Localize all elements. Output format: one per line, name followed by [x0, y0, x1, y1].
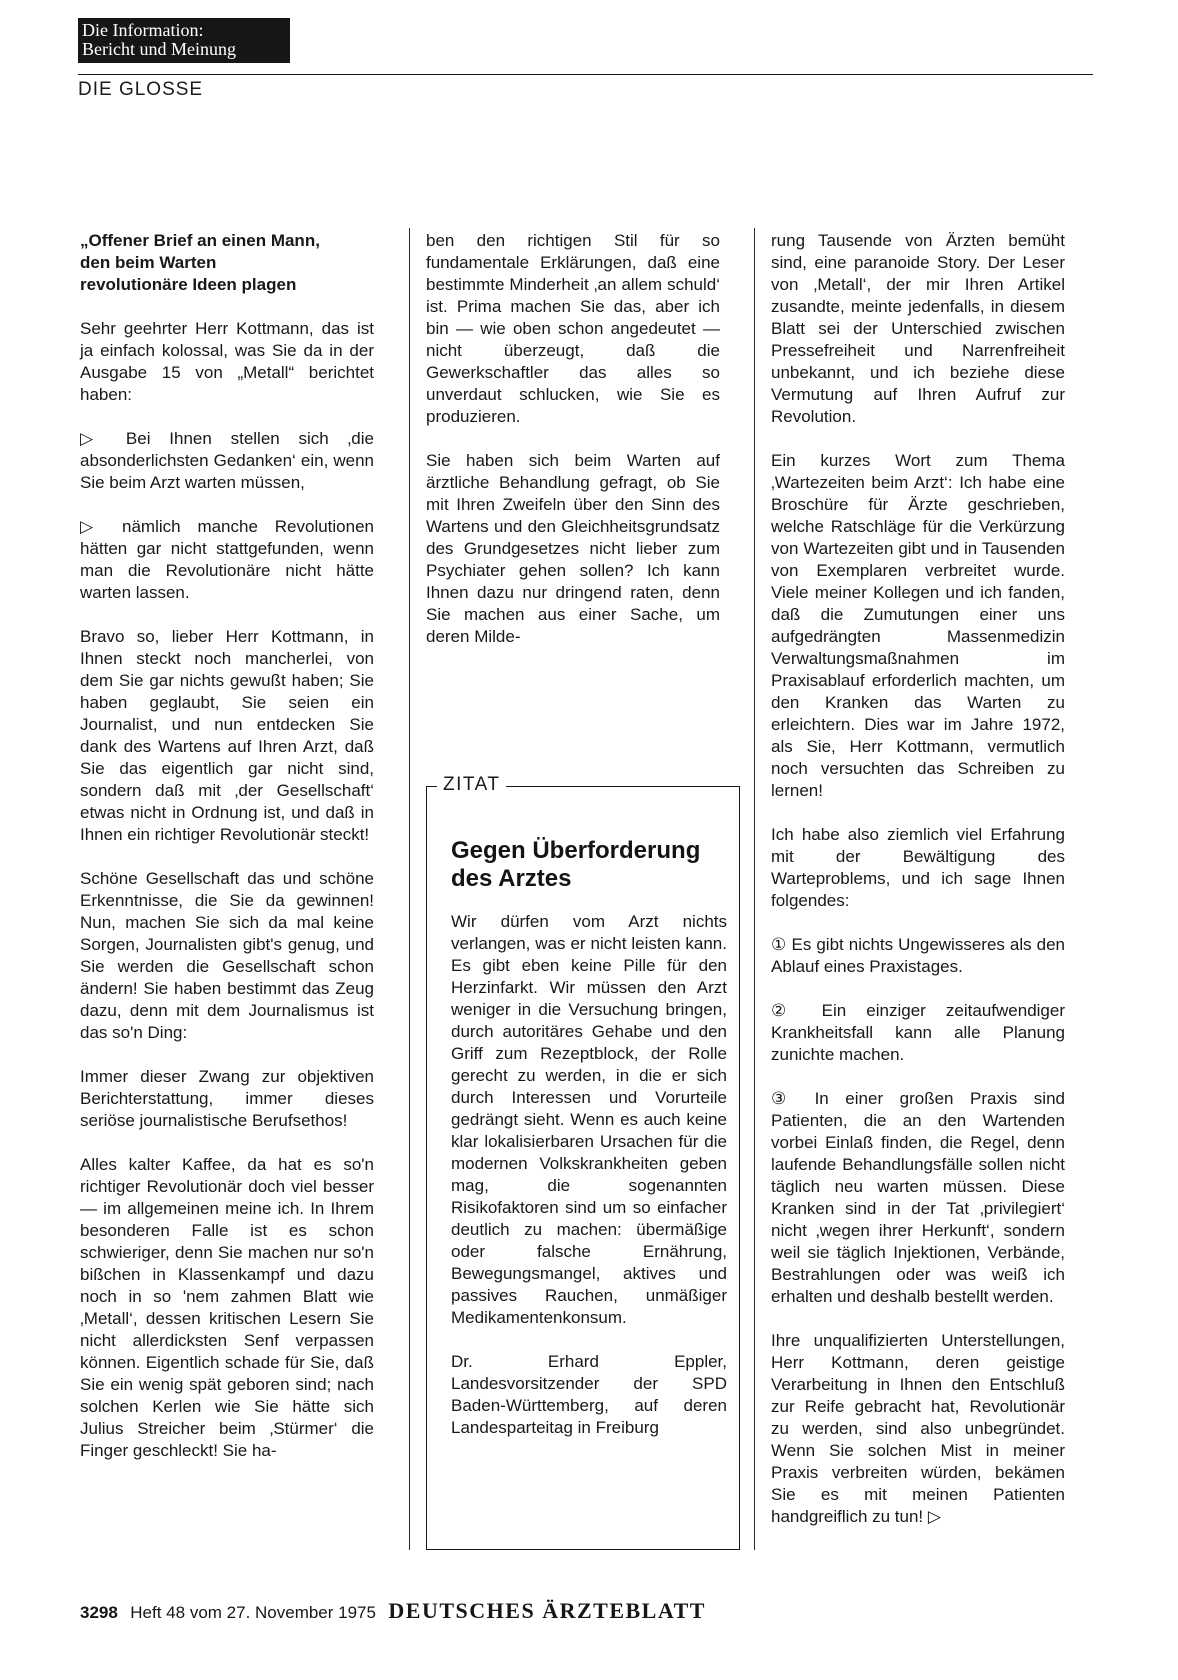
quote-box	[426, 774, 740, 1550]
quote-title-line-2: des Arztes	[451, 865, 572, 892]
paragraph: Sie haben sich beim Warten auf ärztliche Behandlung gefragt, ob Sie mit Ihren Zweifeln über den Sinn des Wartens und den Gleichheitsgrundsatz des Grundgesetzes nicht lieber zum Psychiater gehen sollen? Ich kann Ihnen dazu nur dringend raten, denn Sie machen aus einer Sache, um deren Milde-	[426, 451, 720, 646]
quote-body: Wir dürfen vom Arzt nichts verlangen, was er nicht leisten kann. Es gibt eben keine Pille für den Herzinfarkt. Wir müssen den Arzt weniger in die Versuchung bringen, durch autoritäres Gehabe und den Griff zum Rezeptblock, der Rolle gerecht zu werden, in die er sich durch Interessen und Vorurteile gedrängt sieht. Wenn es auch keine klar lokalisierbaren Ursachen für die modernen Volkskrankheiten geben mag, die sogenannten Risikofaktoren sind um so einfacher deutlich zu machen: übermäßige oder falsche Ernährung, Bewegungsmangel, aktives und passives Rauchen, unmäßiger Medikamentenkonsum.	[451, 912, 727, 1327]
closing-paragraph-text: Ihre unqualifizierten Unterstellungen, Herr Kottmann, deren geistige Verarbeitung in Ihnen den Entschluß zur Reife gebracht hat, Revolutionär zu werden, sind also unbegründet. Wenn Sie solchen Mist in meiner Praxis verbreiten würden, bekämen Sie es mit meinen Patienten handgreiflich zu tun!	[771, 1331, 1065, 1526]
article-column-3	[771, 230, 1065, 1528]
headline-line-3: revolutionäre Ideen plagen	[80, 275, 297, 294]
quote-title	[451, 837, 727, 893]
closing-paragraph	[771, 1330, 1065, 1528]
numbered-point: ① Es gibt nichts Ungewisseres als den Ablauf eines Praxistages.	[771, 935, 1065, 976]
header-rule	[78, 74, 1093, 75]
bullet-paragraph: ▷ Bei Ihnen stellen sich ‚die absonderlichsten Gedanken‘ ein, wenn Sie beim Arzt warten müssen,	[80, 429, 374, 492]
quote-label: ZITAT	[437, 774, 506, 796]
continue-arrow-icon: ▷	[927, 1507, 941, 1526]
article-column-1	[80, 230, 374, 1462]
quote-attribution: Dr. Erhard Eppler, Landesvorsitzender der SPD Baden-Württemberg, auf deren Landesparteitag in Freiburg	[451, 1352, 727, 1437]
paragraph: Schöne Gesellschaft das und schöne Erkenntnisse, die Sie da gewinnen! Nun, machen Sie sich da mal keine Sorgen, Journalisten gibt's genug, und Sie werden die Gesellschaft schon ändern! Sie haben bestimmt das Zeug dazu, denn mit dem Journalismus ist das so'n Ding:	[80, 869, 374, 1042]
section-masthead	[78, 18, 290, 63]
journal-name: DEUTSCHES ÄRZTEBLATT	[388, 1598, 706, 1623]
paragraph: Ich habe also ziemlich viel Erfahrung mit der Bewältigung des Warteproblems, und ich sage Ihnen folgendes:	[771, 825, 1065, 910]
page-footer	[80, 1598, 706, 1624]
paragraph: Alles kalter Kaffee, da hat es so'n richtiger Revolutionär doch viel besser — im allgemeinen meine ich. In Ihrem besonderen Falle ist es schon schwieriger, denn Sie machen nur so'n bißchen in Klassenkampf und dazu noch in so 'nem zahmen Blatt wie ‚Metall‘, dessen kritischen Lesern Sie nicht allerdicksten Senf verpassen können. Eigentlich schade für Sie, daß Sie ein wenig spät geboren sind; nach solchen Kerlen wie Sie hätte sich Julius Streicher beim ‚Stürmer‘ die Finger geschleckt! Sie ha-	[80, 1155, 374, 1460]
page-number: 3298	[80, 1603, 118, 1622]
column-divider-left	[409, 228, 410, 1550]
headline-line-2: den beim Warten	[80, 253, 217, 272]
paragraph: ben den richtigen Stil für so fundamentale Erklärungen, daß eine bestimmte Minderheit ‚an allem schuld‘ ist. Prima machen Sie das, aber ich bin — wie oben schon angedeutet — nicht überzeugt, daß die Gewerkschaftler das alles so unverdaut schlucken, wie Sie es produzieren.	[426, 231, 720, 426]
numbered-point: ③ In einer großen Praxis sind Patienten, die an den Wartenden vorbei Einlaß finden, die Regel, denn laufende Behandlungsfälle sollen nicht täglich neu warten müssen. Diese Kranken sind in der Tat ‚privilegiert‘ nicht ‚wegen ihrer Herkunft‘, sondern weil sie täglich Injektionen, Verbände, Bestrahlungen oder was weiß ich erhalten und deshalb bestellt werden.	[771, 1089, 1065, 1306]
quote-title-line-1: Gegen Überforderung	[451, 837, 701, 864]
paragraph: Sehr geehrter Herr Kottmann, das ist ja einfach kolossal, was Sie da in der Ausgabe 15 von „Metall“ berichtet haben:	[80, 319, 374, 404]
bullet-paragraph: ▷ nämlich manche Revolutionen hätten gar nicht stattgefunden, wenn man die Revolutionäre nicht hätte warten lassen.	[80, 517, 374, 602]
quote-content	[451, 837, 727, 1461]
paragraph: rung Tausende von Ärzten bemüht sind, eine paranoide Story. Der Leser von ‚Metall‘, der mir Ihren Artikel zusandte, meinte jedenfalls, in diesem Blatt sei der Unterschied zwischen Pressefreiheit und Narrenfreiheit unbekannt, und ich beziehe diese Vermutung auf Ihren Aufruf zur Revolution.	[771, 231, 1065, 426]
paragraph: Bravo so, lieber Herr Kottmann, in Ihnen steckt noch mancherlei, von dem Sie gar nichts gewußt haben; Sie haben geglaubt, Sie seien ein Journalist, und nun entdecken Sie dank des Wartens auf Ihren Arzt, daß Sie das eigentlich gar nicht sind, sondern daß mit ‚der Gesellschaft‘ etwas nicht in Ordnung ist, und daß in Ihnen ein richtiger Revolutionär steckt!	[80, 627, 374, 844]
numbered-point: ② Ein einziger zeitaufwendiger Krankheitsfall kann alle Planung zunichte machen.	[771, 1001, 1065, 1064]
masthead-line-1: Die Information:	[82, 20, 204, 40]
article-column-2	[426, 230, 720, 648]
masthead-line-2: Bericht und Meinung	[82, 39, 236, 59]
section-label: DIE GLOSSE	[78, 79, 204, 100]
article-headline	[80, 230, 374, 296]
column-divider-right	[754, 228, 755, 1550]
headline-line-1: „Offener Brief an einen Mann,	[80, 231, 320, 250]
issue-info: Heft 48 vom 27. November 1975	[130, 1603, 376, 1622]
paragraph: Immer dieser Zwang zur objektiven Berichterstattung, immer dieses seriöse journalistische Berufsethos!	[80, 1067, 374, 1130]
paragraph: Ein kurzes Wort zum Thema ‚Wartezeiten beim Arzt‘: Ich habe eine Broschüre für Ärzte geschrieben, welche Ratschläge für die Verkürzung von Wartezeiten gibt und in Tausenden von Exemplaren verbreitet wurde. Viele meiner Kollegen und ich fanden, daß die Zumutungen einer uns aufgedrängten Massenmedizin Verwaltungsmaßnahmen im Praxisablauf erforderlich machten, um den Kranken das Warten zu erleichtern. Dies war im Jahre 1972, als Sie, Herr Kottmann, vermutlich noch versuchten das Schreiben zu lernen!	[771, 451, 1065, 800]
